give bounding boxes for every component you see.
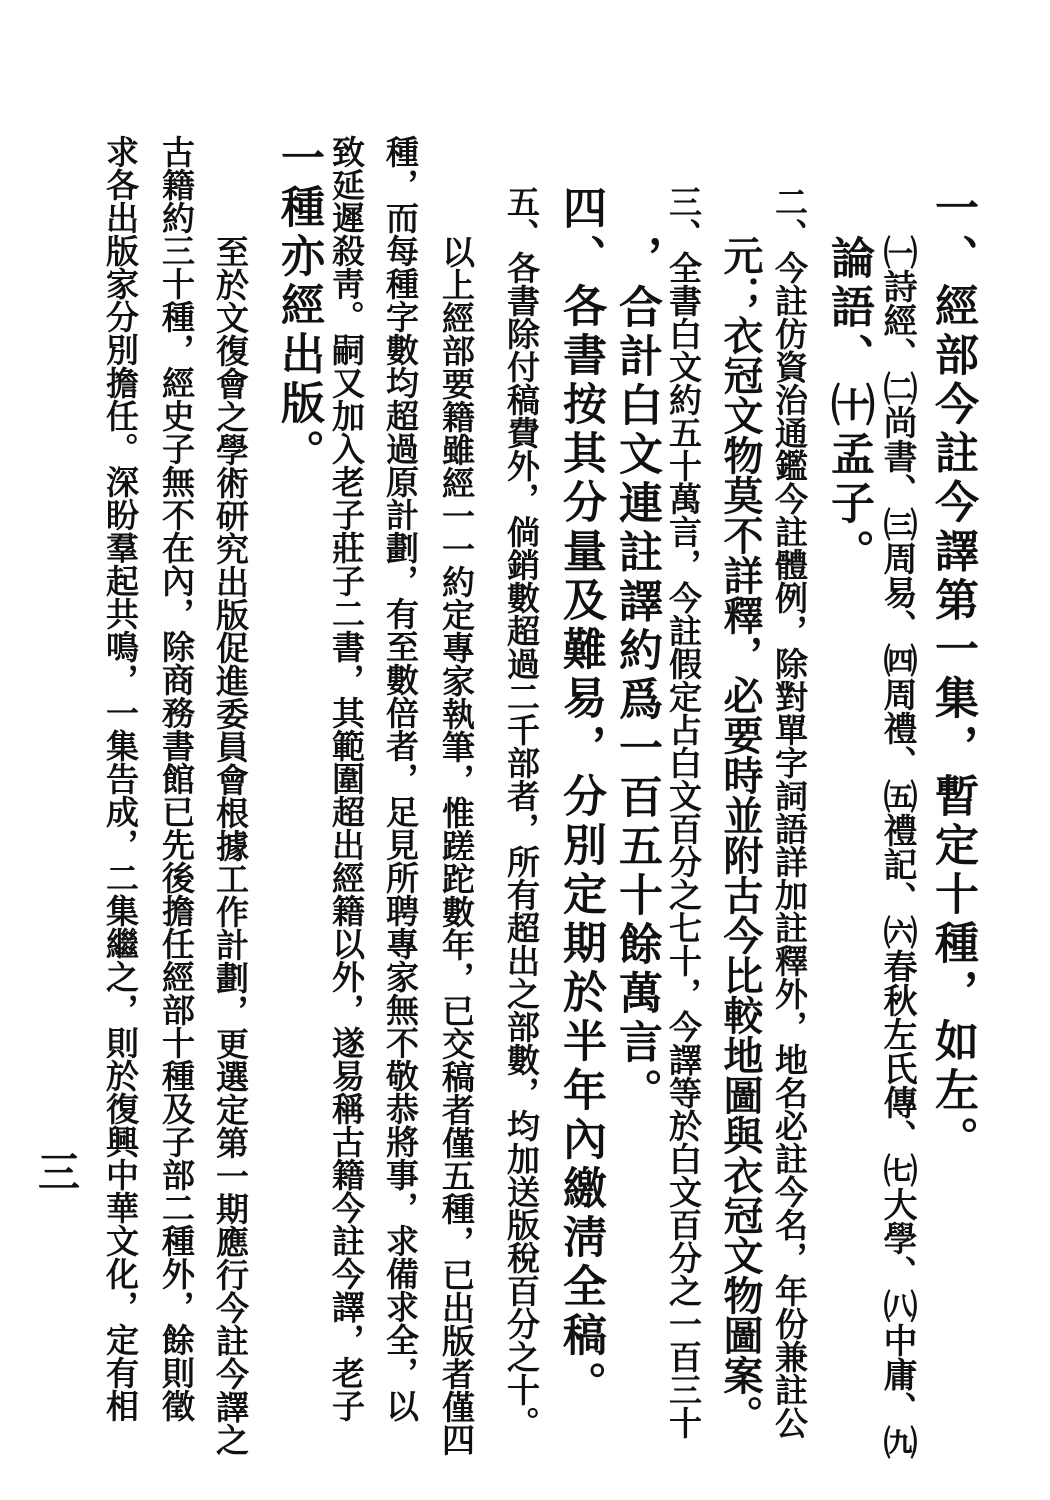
text-column-10: 以上經部要籍雖經一一約定專家執筆，惟蹉跎數年，已交稿者僅五種，已出版者僅四 [437, 235, 476, 1456]
page-number: 三 [38, 1148, 81, 1197]
text-column-7: ，合計白文連註譯約爲一百五十餘萬言。 [611, 235, 662, 1117]
text-column-12: 致延遲殺靑。嗣又加入老子莊子二書，其範圍超出經籍以外，遂易稱古籍今註今譯，老子 [327, 135, 366, 1422]
text-column-5: 元；衣冠文物莫不詳釋，必要時並附古今比較地圖與衣冠文物圖案。 [717, 235, 764, 1435]
text-column-6: 三、全書白文約五十萬言，今註假定占白文百分之七十，今譯等於白文百分之一百三十 [664, 185, 703, 1439]
text-column-13: 一種亦經出版。 [273, 135, 324, 478]
text-column-16: 求各出版家分別擔任。深盼羣起共鳴，一集告成，二集繼之，則於復興中華文化，定有相 [101, 135, 140, 1422]
text-column-15: 古籍約三十種，經史子無不在內，除商務書館已先後擔任經部十種及子部二種外，餘則徵 [157, 135, 196, 1422]
text-column-3: 論語、㈩孟子。 [823, 235, 874, 578]
text-column-8: 四、各書按其分量及難易，分別定期於半年內繳淸全稿。 [555, 185, 606, 1410]
text-column-4: 二、今註仿資治通鑑今註體例，除對單字詞語詳加註釋外，地名必註今名，年份兼註公 [770, 185, 809, 1439]
text-column-9: 五、各書除付稿費外，倘銷數超過二千部者，所有超出之部數，均加送版稅百分之十。 [502, 185, 541, 1439]
text-column-14: 至於文復會之學術研究出版促進委員會根據工作計劃，更選定第一期應行今註今譯之 [211, 235, 250, 1456]
text-column-11: 種，而每種字數均超過原計劃，有至數倍者，足見所聘專家無不敬恭將事，求備求全，以 [381, 135, 420, 1422]
text-column-1: 一、經部今註今譯第一集，暫定十種，如左。 [927, 185, 978, 1165]
text-column-2: ㈠詩經、㈡尚書、㈢周易、㈣周禮、㈤禮記、㈥春秋左氏傳、㈦大學、㈧中庸、㈨ [877, 235, 917, 1459]
